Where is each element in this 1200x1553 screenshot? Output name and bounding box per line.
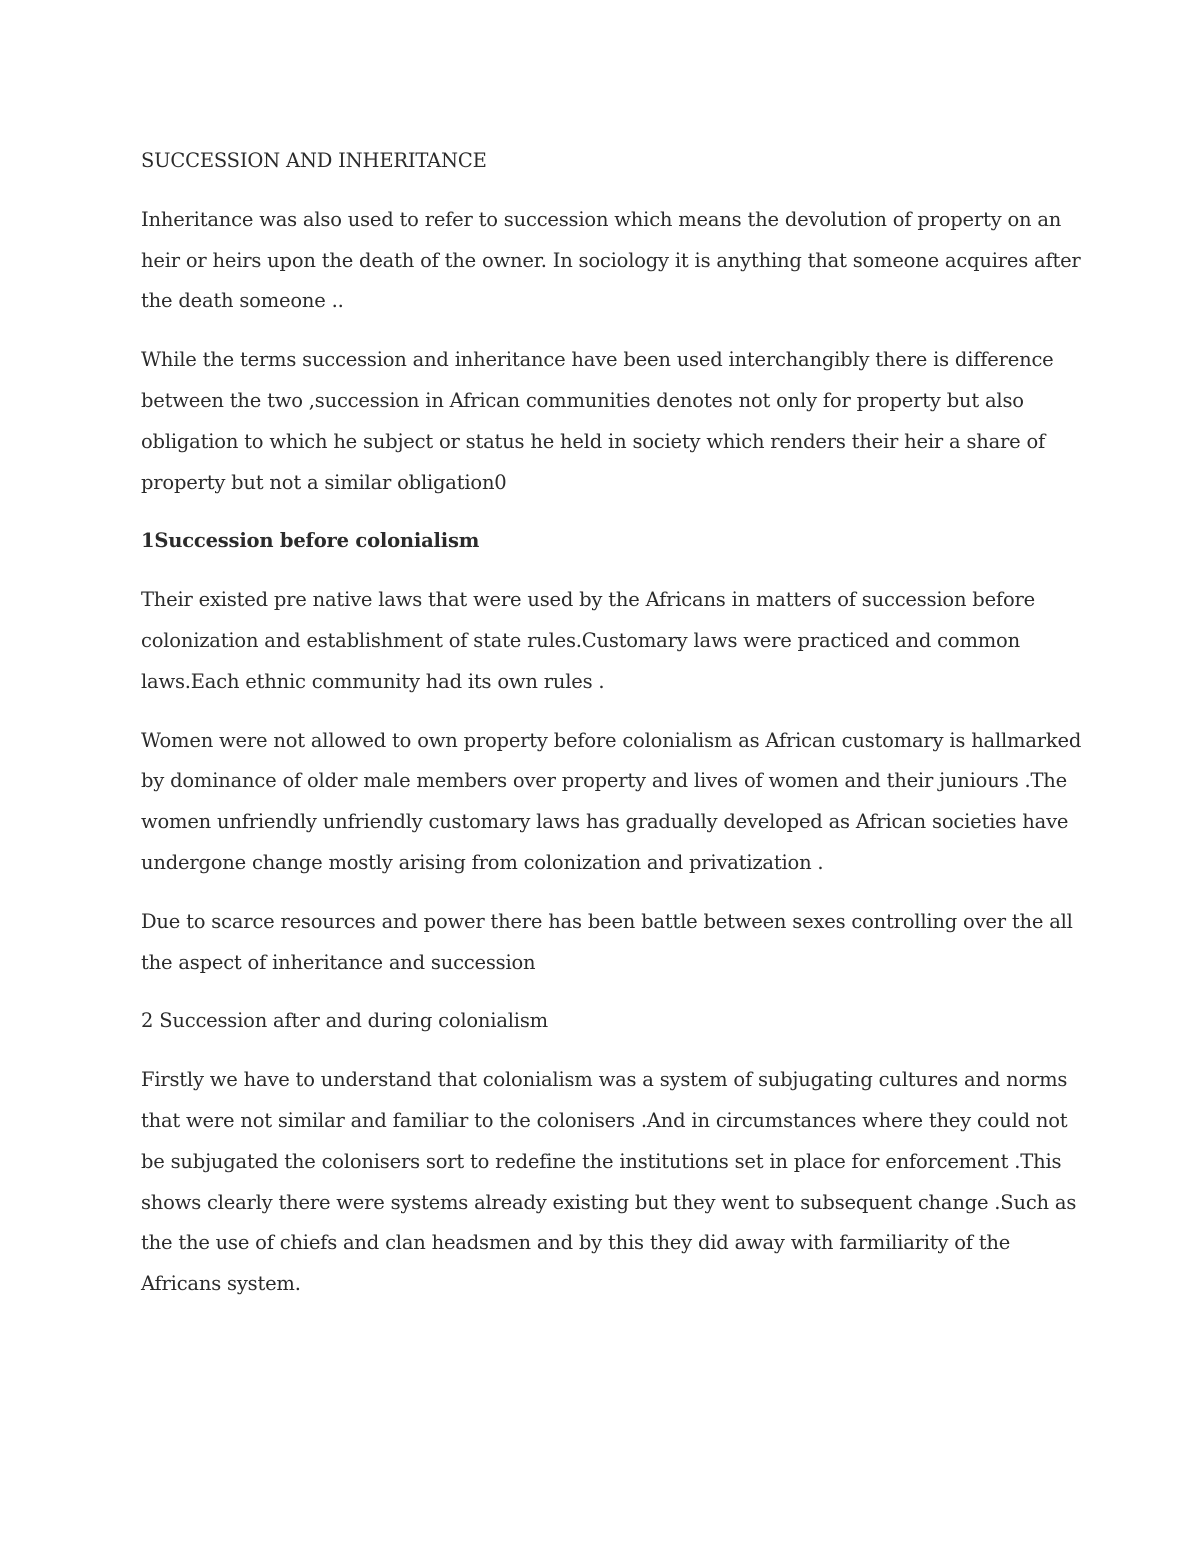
paragraph-women-property — [141, 721, 1082, 884]
text-line: heir or heirs upon the death of the owner. In sociology it is anything that someone acquires after — [141, 248, 1081, 272]
text-line: While the terms succession and inheritance have been used interchangibly there is difference — [141, 348, 1054, 372]
section-heading-after-colonialism: 2 Succession after and during colonialism — [141, 1009, 548, 1033]
text-line: that were not similar and familiar to the colonisers .And in circumstances where they could not — [141, 1108, 1068, 1132]
text-line: laws.Each ethnic community had its own rules . — [141, 669, 605, 693]
text-line: Inheritance was also used to refer to succession which means the devolution of property on an — [141, 207, 1062, 231]
text-line: property but not a similar obligation0 — [141, 470, 507, 494]
text-line: by dominance of older male members over property and lives of women and their juniours .The — [141, 769, 1068, 793]
text-line: Africans system. — [141, 1272, 301, 1296]
paragraph-native-laws — [141, 580, 1071, 702]
text-line: the death someone .. — [141, 289, 344, 313]
text-line: be subjugated the colonisers sort to redefine the institutions set in place for enforcement .This — [141, 1149, 1062, 1173]
text-line: undergone change mostly arising from colonization and privatization . — [141, 850, 824, 874]
text-line: obligation to which he subject or status he held in society which renders their heir a share of — [141, 429, 1046, 453]
paragraph-inheritance-definition — [141, 200, 1081, 322]
paragraph-colonialism-system — [141, 1060, 1077, 1305]
text-line: women unfriendly unfriendly customary laws has gradually developed as African societies have — [141, 810, 1069, 834]
text-line: the the use of chiefs and clan headsmen and by this they did away with farmiliarity of the — [141, 1231, 1011, 1255]
text-line: Their existed pre native laws that were used by the Africans in matters of succession before — [141, 588, 1035, 612]
document-body — [141, 141, 1082, 1323]
document-title: SUCCESSION AND INHERITANCE — [141, 149, 487, 172]
text-line: colonization and establishment of state rules.Customary laws were practiced and common — [141, 628, 1020, 652]
text-line: Women were not allowed to own property before colonialism as African customary is hallmarked — [141, 728, 1082, 752]
paragraph-scarce-resources — [141, 902, 1071, 984]
paragraph-terms-difference — [141, 340, 1071, 503]
text-line: shows clearly there were systems already existing but they went to subsequent change .Such as — [141, 1190, 1077, 1214]
text-line: the aspect of inheritance and succession — [141, 950, 536, 974]
section-heading-before-colonialism: 1Succession before colonialism — [141, 529, 480, 553]
text-line: between the two ,succession in African communities denotes not only for property but also — [141, 388, 1024, 412]
text-line: Due to scarce resources and power there has been battle between sexes controlling over the all — [141, 909, 1073, 933]
text-line: Firstly we have to understand that colonialism was a system of subjugating cultures and norms — [141, 1068, 1068, 1092]
